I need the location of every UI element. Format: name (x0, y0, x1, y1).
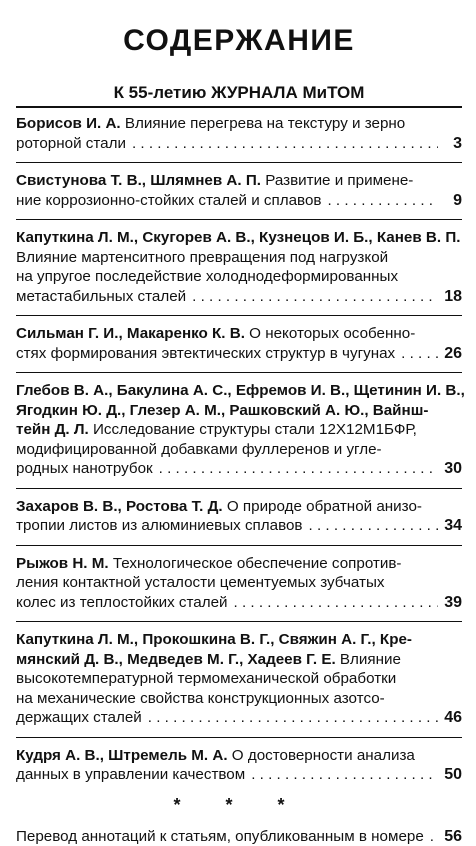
entry-page-number: 3 (442, 134, 462, 154)
entry-title-line: ления контактной усталости цементуемых зубчатых (16, 573, 384, 593)
dot-leader (309, 516, 439, 536)
entry-authors: Кудря А. В., Штремель М. А. (16, 746, 228, 766)
dot-leader (234, 593, 438, 613)
dot-leader (430, 827, 438, 846)
entry-page-number: 46 (442, 708, 462, 728)
entry-page-number: 30 (442, 459, 462, 479)
entry-divider (16, 545, 462, 546)
entry-title-line: Влияние мартенситного превращения под нагрузкой (16, 248, 388, 268)
entry-authors-line: Глебов В. А., Бакулина А. С., Ефремов И. В., Щетинин И. В., (16, 381, 465, 401)
entry-title-line: ние коррозионно-стойких сталей и сплавов (16, 191, 321, 211)
entry-title-line: на упругое последействие холоднодеформированных (16, 267, 398, 287)
entry-title-line: О некоторых особенно- (249, 324, 415, 344)
entry-title-line: О достоверности анализа (232, 746, 415, 766)
section-heading: К 55-летию ЖУРНАЛА МиТОМ (16, 82, 462, 104)
section-separator-stars: * * * (16, 795, 462, 815)
dot-leader (192, 287, 438, 307)
entry-title-line: роторной стали (16, 134, 126, 154)
section-rule (16, 106, 462, 108)
entry-title-line: Технологическое обеспечение сопротив- (113, 554, 402, 574)
entry-title-line: О природе обратной анизо- (227, 497, 422, 517)
entry-title-line: тропии листов из алюминиевых сплавов (16, 516, 303, 536)
entry-title-line: стях формирования эвтектических структур в чугунах (16, 344, 395, 364)
entry-authors-line: Ягодкин Ю. Д., Глезер А. М., Рашковский А. Ю., Вайнш- (16, 401, 428, 421)
toc-entry[interactable] (16, 114, 462, 153)
entry-divider (16, 315, 462, 316)
page-title: СОДЕРЖАНИЕ (16, 0, 462, 64)
toc-entry[interactable] (16, 381, 462, 479)
entry-authors-line: тейн Д. Л. (16, 420, 89, 440)
dot-leader (148, 708, 438, 728)
entry-page-number: 9 (442, 191, 462, 211)
entry-title-line: модифицированной добавками фуллеренов и угле- (16, 440, 382, 460)
toc-entry[interactable] (16, 228, 462, 306)
entry-page-number: 26 (442, 344, 462, 364)
footer-entry-text: Перевод аннотаций к статьям, опубликованным в номере (16, 827, 424, 846)
entry-title-line: держащих сталей (16, 708, 142, 728)
entry-page-number: 34 (442, 516, 462, 536)
entry-title-line: колес из теплостойких сталей (16, 593, 228, 613)
entry-authors-line: мянский Д. В., Медведев М. Г., Хадеев Г. Е. (16, 650, 336, 670)
entry-authors: Капуткина Л. М., Скугорев А. В., Кузнецов И. Б., Канев В. П. (16, 228, 460, 248)
footer-page-number: 56 (442, 827, 462, 846)
dot-leader (132, 134, 438, 154)
toc-entry[interactable] (16, 497, 462, 536)
entry-divider (16, 162, 462, 163)
dot-leader (159, 459, 438, 479)
dot-leader (401, 344, 438, 364)
entry-authors: Захаров В. В., Ростова Т. Д. (16, 497, 223, 517)
toc-entry[interactable] (16, 324, 462, 363)
entry-title-line: Влияние (340, 650, 401, 670)
entry-divider (16, 219, 462, 220)
toc-entry[interactable] (16, 630, 462, 728)
entry-divider (16, 621, 462, 622)
entry-title-line: Влияние перегрева на текстуру и зерно (125, 114, 405, 134)
entry-page-number: 18 (442, 287, 462, 307)
toc-entry[interactable] (16, 746, 462, 785)
entry-page-number: 39 (442, 593, 462, 613)
toc-footer-entry[interactable] (16, 827, 462, 846)
entry-title-line: высокотемпературной термомеханической обработки (16, 669, 396, 689)
entry-title-line: метастабильных сталей (16, 287, 186, 307)
entry-divider (16, 488, 462, 489)
entry-title-line: на механические свойства конструкционных азотсо- (16, 689, 385, 709)
entry-title-line: Исследование структуры стали 12Х12М1БФР, (93, 420, 417, 440)
toc-entry[interactable] (16, 554, 462, 613)
entry-divider (16, 372, 462, 373)
entry-authors: Борисов И. А. (16, 114, 121, 134)
entry-authors: Рыжов Н. М. (16, 554, 109, 574)
entry-title-line: родных нанотрубок (16, 459, 153, 479)
entry-page-number: 50 (442, 765, 462, 785)
dot-leader (251, 765, 438, 785)
entry-authors: Свистунова Т. В., Шлямнев А. П. (16, 171, 261, 191)
dot-leader (327, 191, 438, 211)
entry-title-line: данных в управлении качеством (16, 765, 245, 785)
toc-entry[interactable] (16, 171, 462, 210)
entry-authors-line: Капуткина Л. М., Прокошкина В. Г., Свяжин А. Г., Кре- (16, 630, 412, 650)
entry-authors: Сильман Г. И., Макаренко К. В. (16, 324, 245, 344)
toc-list (16, 114, 462, 785)
entry-title-line: Развитие и примене- (265, 171, 413, 191)
entry-divider (16, 737, 462, 738)
